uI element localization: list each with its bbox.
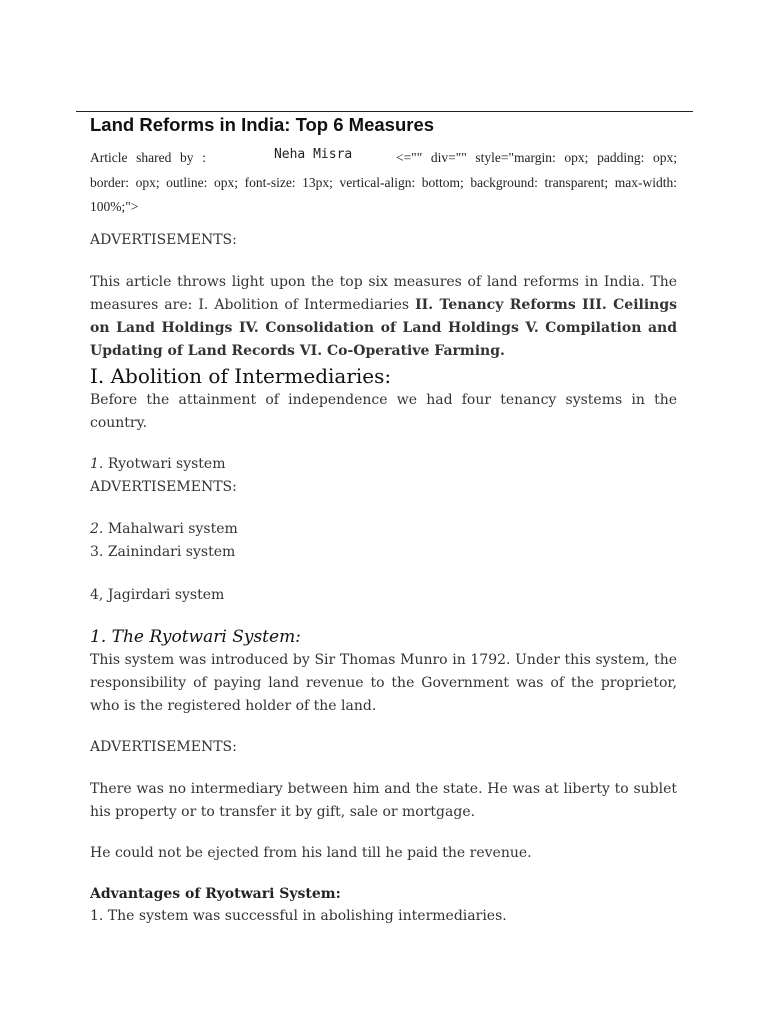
list-item bbox=[90, 541, 677, 564]
intro-plain: This article throws light upon the top six measures of land reforms in India. The measures are: I. Abolition of Intermediaries bbox=[90, 274, 677, 313]
article bbox=[90, 112, 677, 928]
code-fragment: <="" div="" style="margin: opx; padding: opx; border: opx; outline: opx; font-size: 13px; vertical-align: bottom; background: transparent; max-width: 100%;"> bbox=[90, 150, 678, 214]
list-number: 1. bbox=[90, 456, 104, 472]
advantage-item-1: 1. The system was successful in abolishing intermediaries. bbox=[90, 908, 507, 924]
list-text: Zainindari system bbox=[107, 544, 236, 560]
list-number: 2. bbox=[90, 521, 104, 537]
intro-bold: II. Tenancy Reforms III. Ceilings on Land Holdings IV. Consolidation of Land Holdings V. Compilation and Updating of Land Records VI. Co-Operative Farming. bbox=[90, 297, 677, 359]
section1-text: Before the attainment of independence we had four tenancy systems in the country. bbox=[90, 392, 677, 431]
list-text: Mahalwari system bbox=[107, 521, 238, 537]
list-item bbox=[90, 518, 677, 541]
advantages-heading: Advantages of Ryotwari System: bbox=[90, 886, 341, 902]
section-heading-abolition: I. Abolition of Intermediaries: bbox=[90, 364, 392, 388]
shared-by-label: Article shared by : bbox=[90, 150, 206, 165]
article-title: Land Reforms in India: Top 6 Measures bbox=[90, 114, 435, 135]
subheading-ryotwari: 1. The Ryotwari System: bbox=[90, 627, 301, 647]
list-text: Jagirdari system bbox=[107, 587, 225, 603]
ad-label: ADVERTISEMENTS: bbox=[90, 479, 237, 495]
list-text: Ryotwari system bbox=[107, 456, 226, 472]
list-number: 3. bbox=[90, 544, 104, 560]
list-item bbox=[90, 584, 677, 607]
list-number: 4, bbox=[90, 587, 104, 603]
byline bbox=[90, 146, 677, 219]
ryotwari-paragraph-2: There was no intermediary between him and the state. He was at liberty to sublet his property or to transfer it by gift, sale or mortgage. bbox=[90, 781, 677, 820]
author-name[interactable]: Neha Misra bbox=[273, 147, 353, 162]
ryotwari-paragraph-3: He could not be ejected from his land till he paid the revenue. bbox=[90, 845, 532, 861]
intro-paragraph bbox=[90, 271, 677, 363]
ryotwari-paragraph-1: This system was introduced by Sir Thomas Munro in 1792. Under this system, the responsibility of paying land revenue to the Government was of the proprietor, who is the registered holder of the land. bbox=[90, 652, 677, 714]
ad-label: ADVERTISEMENTS: bbox=[90, 232, 237, 248]
list-item bbox=[90, 453, 677, 476]
ad-label: ADVERTISEMENTS: bbox=[90, 739, 237, 755]
